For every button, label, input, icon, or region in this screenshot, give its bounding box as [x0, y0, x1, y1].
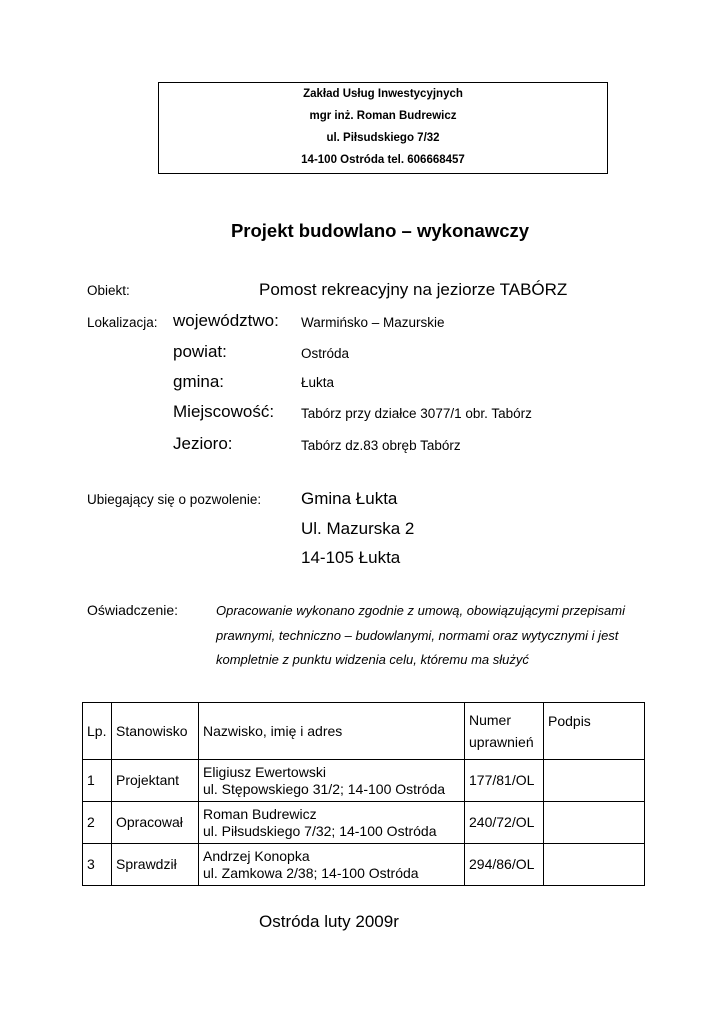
declaration-line-1: Opracowanie wykonano zgodnie z umową, obowiązującymi przepisami — [216, 603, 625, 618]
company-name: Zakład Usług Inwestycyjnych — [303, 88, 463, 100]
commune-value: Łukta — [301, 375, 335, 390]
location-label: Lokalizacja: — [87, 315, 158, 330]
table-row — [83, 844, 645, 886]
table-row — [83, 802, 645, 844]
row-license-number: 177/81/OL — [465, 760, 544, 802]
row-lp: 3 — [83, 844, 112, 886]
row-role: Opracował — [112, 802, 199, 844]
county-value: Ostróda — [301, 346, 350, 361]
responsible-persons-table — [82, 702, 645, 886]
row-role: Sprawdził — [112, 844, 199, 886]
voivodeship-label: województwo: — [173, 311, 279, 330]
table-row — [83, 760, 645, 802]
row-name-address — [199, 802, 465, 844]
lake-value: Tabórz dz.83 obręb Tabórz — [301, 438, 461, 453]
voivodeship-value: Warmińsko – Mazurskie — [301, 315, 445, 330]
row-name-address — [199, 844, 465, 886]
row-person-address: ul. Stępowskiego 31/2; 14-100 Ostróda — [203, 780, 446, 797]
row-signature — [544, 844, 645, 886]
table-header-row — [83, 703, 645, 760]
applicant-name: Gmina Łukta — [301, 489, 398, 508]
declaration-label: Oświadczenie: — [87, 602, 179, 618]
row-name-address — [199, 760, 465, 802]
row-signature — [544, 760, 645, 802]
header-lp: Lp. — [83, 703, 112, 760]
company-header-box — [158, 82, 608, 174]
place-date-footer: Ostróda luty 2009r — [259, 912, 399, 931]
row-lp: 2 — [83, 802, 112, 844]
row-license-number: 240/72/OL — [465, 802, 544, 844]
applicant-city: 14-105 Łukta — [301, 548, 401, 567]
lake-label: Jezioro: — [173, 434, 233, 453]
declaration-line-2: prawnymi, techniczno – budowlanymi, normami oraz wytycznymi i jest — [216, 628, 619, 643]
row-person-name: Roman Budrewicz — [203, 805, 317, 822]
row-lp: 1 — [83, 760, 112, 802]
county-label: powiat: — [173, 342, 227, 361]
declaration-line-3: kompletnie z punktu widzenia celu, któremu ma służyć — [216, 652, 529, 667]
applicant-street: Ul. Mazurska 2 — [301, 519, 415, 538]
applicant-label: Ubiegający się o pozwolenie: — [87, 492, 262, 507]
header-signature: Podpis — [544, 703, 645, 760]
locality-label: Miejscowość: — [173, 402, 275, 421]
row-license-number: 294/86/OL — [465, 844, 544, 886]
row-person-name: Andrzej Konopka — [203, 847, 310, 864]
header-license-number-line-1: Numer — [469, 712, 512, 728]
row-person-name: Eligiusz Ewertowski — [203, 763, 326, 780]
row-role: Projektant — [112, 760, 199, 802]
company-street: ul. Piłsudskiego 7/32 — [326, 132, 440, 144]
header-license-number-line-2: uprawnień — [469, 734, 534, 750]
document-title: Projekt budowlano – wykonawczy — [230, 220, 530, 241]
locality-value: Tabórz przy działce 3077/1 obr. Tabórz — [301, 406, 532, 421]
company-city-phone: 14-100 Ostróda tel. 606668457 — [301, 154, 465, 166]
row-person-address: ul. Zamkowa 2/38; 14-100 Ostróda — [203, 864, 419, 881]
object-value: Pomost rekreacyjny na jeziorze TABÓRZ — [259, 280, 568, 299]
commune-label: gmina: — [173, 372, 225, 391]
company-owner: mgr inż. Roman Budrewicz — [309, 110, 457, 122]
row-person-address: ul. Piłsudskiego 7/32; 14-100 Ostróda — [203, 822, 437, 839]
row-signature — [544, 802, 645, 844]
header-name-address: Nazwisko, imię i adres — [199, 703, 465, 760]
header-role: Stanowisko — [112, 703, 199, 760]
header-license-number — [465, 703, 544, 760]
object-label: Obiekt: — [87, 283, 130, 298]
